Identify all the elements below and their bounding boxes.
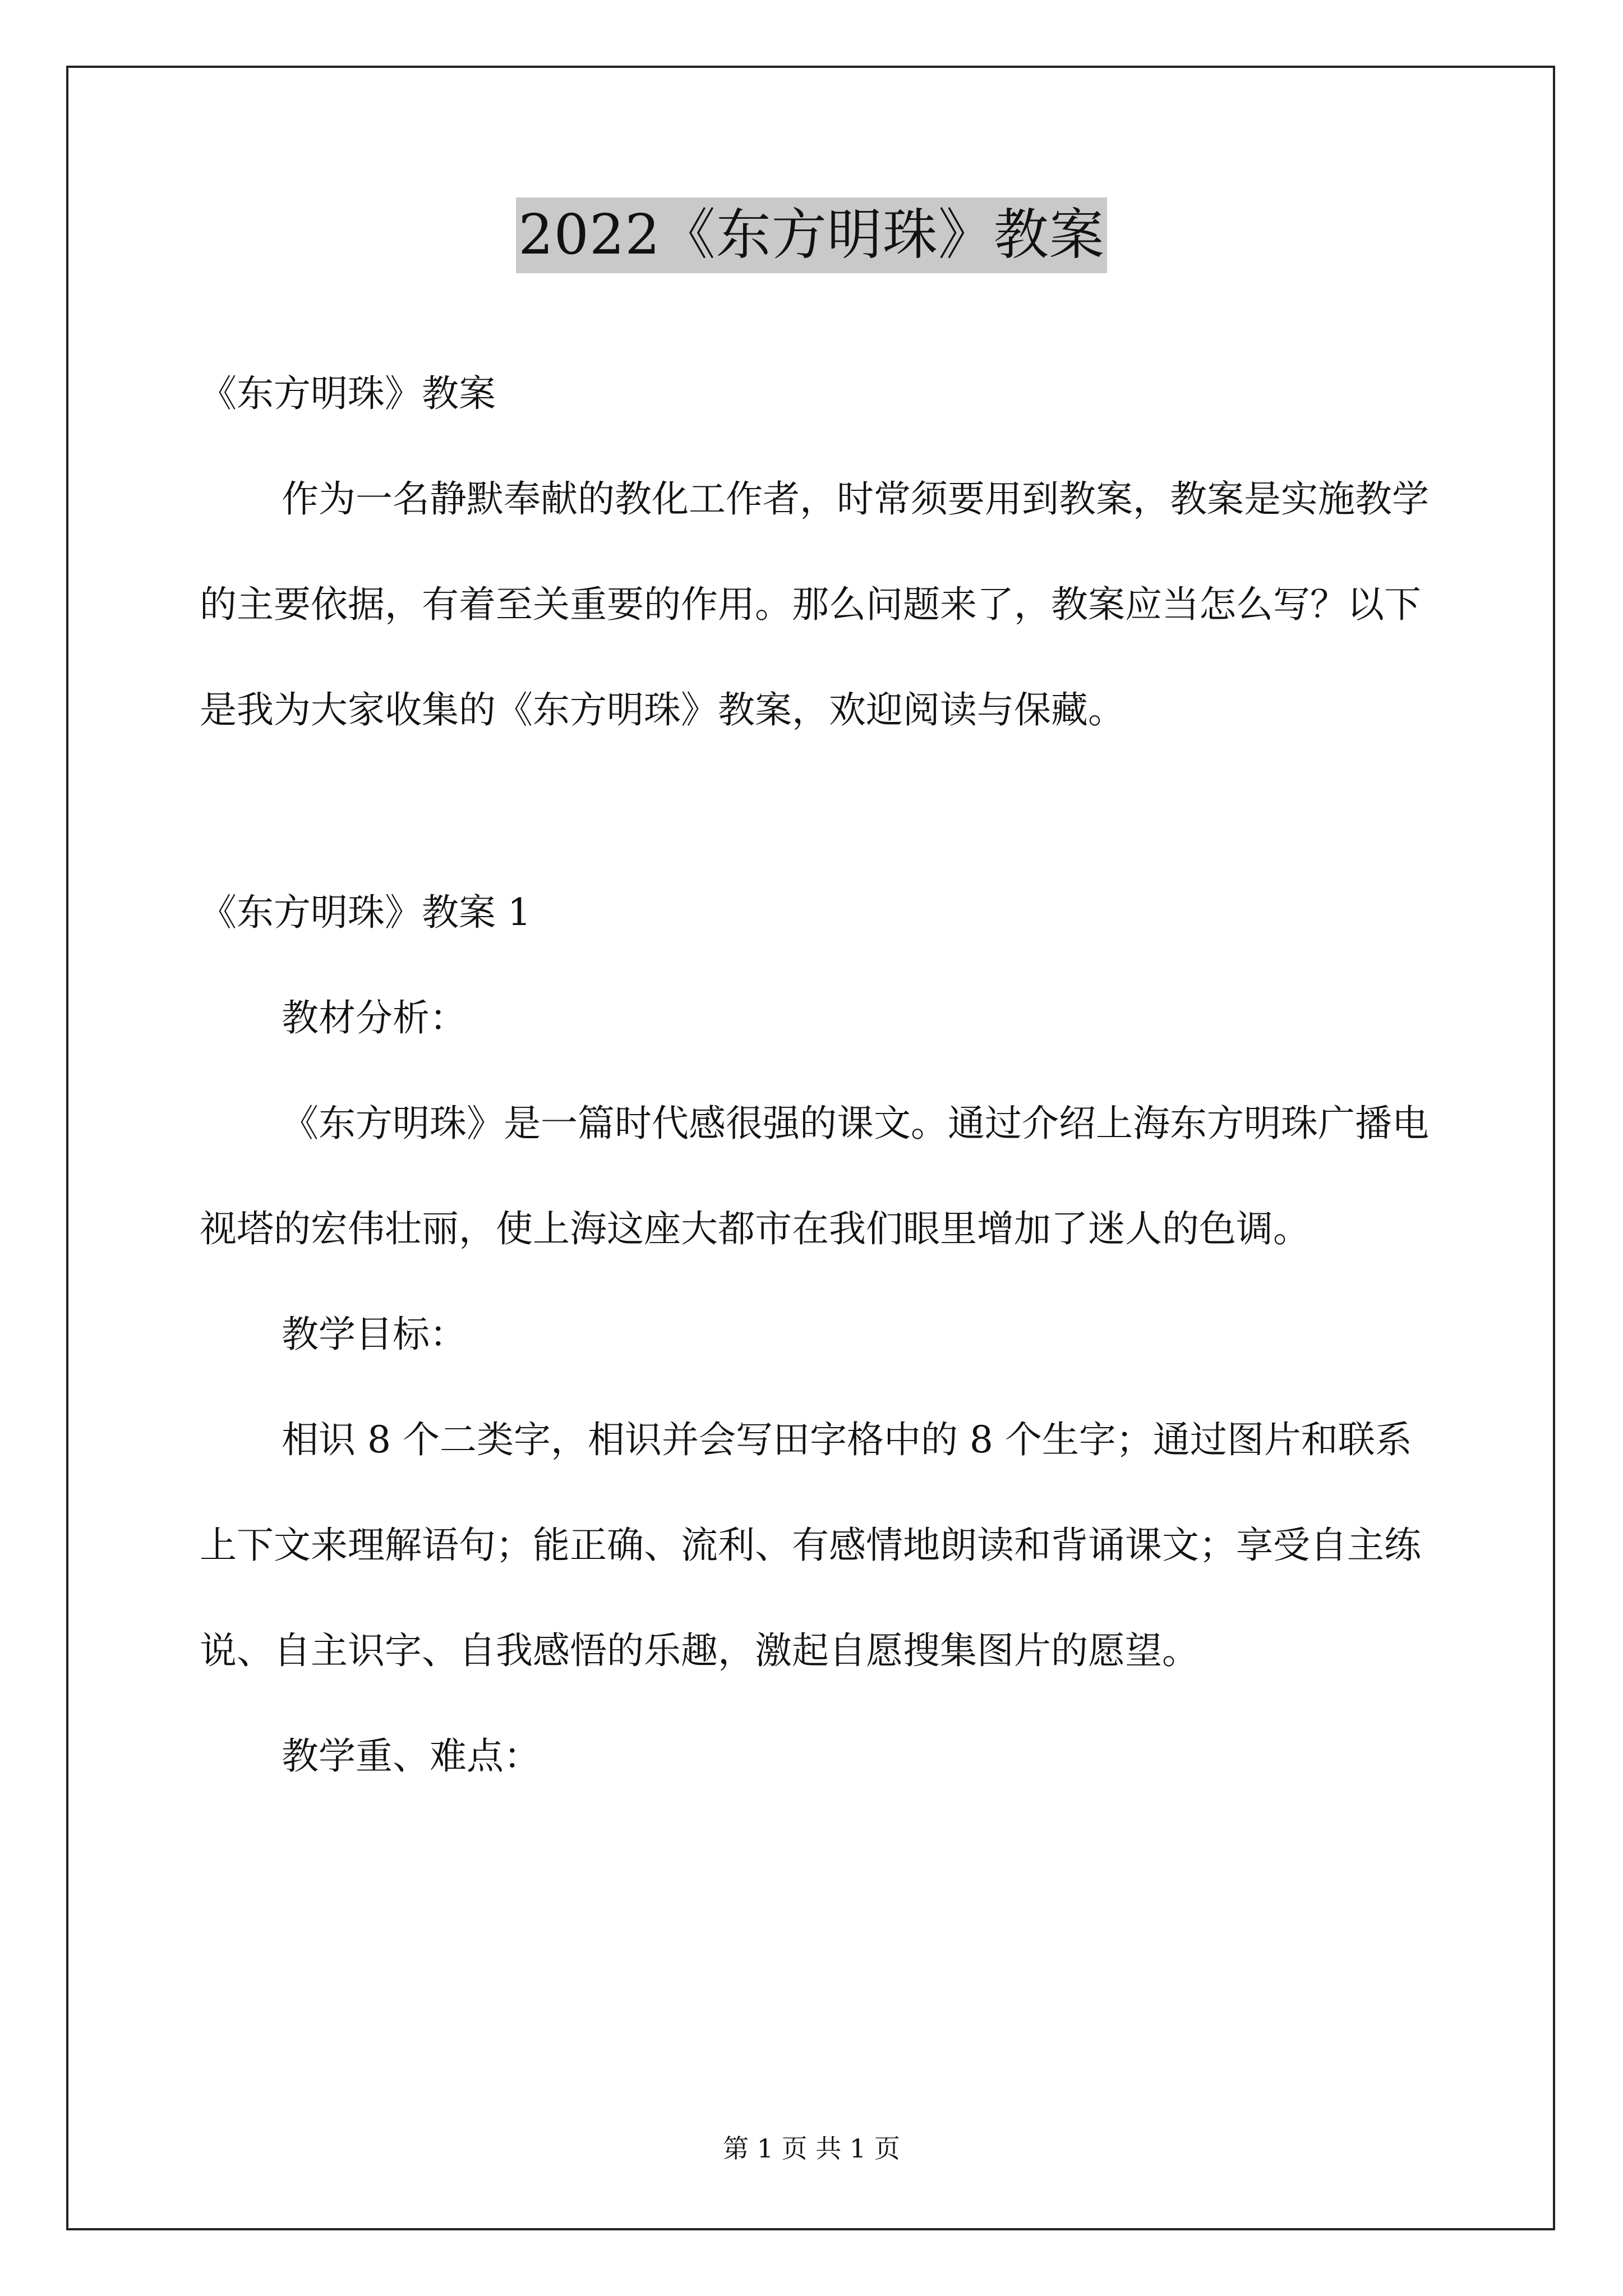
title-container <box>0 197 1623 273</box>
goals-paragraph: 相识 8 个二类字，相识并会写田字格中的 8 个生字；通过图片和联系上下文来理解语句；能正确、流利、有感情地朗读和背诵课文；享受自主练说、自主识字、自我感悟的乐趣，激起自愿搜集图片的愿望。 <box>200 1418 1421 1672</box>
subtitle: 《东方明珠》教案 <box>200 372 496 415</box>
section-heading: 《东方明珠》教案 1 <box>200 891 531 934</box>
analysis-paragraph: 《东方明珠》是一篇时代感很强的课文。通过介绍上海东方明珠广播电视塔的宏伟壮丽，使上海这座大都市在我们眼里增加了迷人的色调。 <box>200 1102 1429 1250</box>
intro-paragraph: 作为一名静默奉献的教化工作者，时常须要用到教案，教案是实施教学的主要依据，有着至关重要的作用。那么问题来了，教案应当怎么写？以下是我为大家收集的《东方明珠》教案，欢迎阅读与保藏。 <box>200 477 1429 731</box>
analysis-heading: 教材分析： <box>282 996 467 1039</box>
page-footer: 第 1 页 共 1 页 <box>723 2133 900 2164</box>
paragraph-gap <box>200 763 1433 860</box>
document-body <box>200 341 1433 1809</box>
document-title: 2022《东方明珠》教案 <box>516 197 1106 273</box>
difficulty-heading: 教学重、难点： <box>282 1734 541 1778</box>
goals-heading: 教学目标： <box>282 1313 467 1356</box>
